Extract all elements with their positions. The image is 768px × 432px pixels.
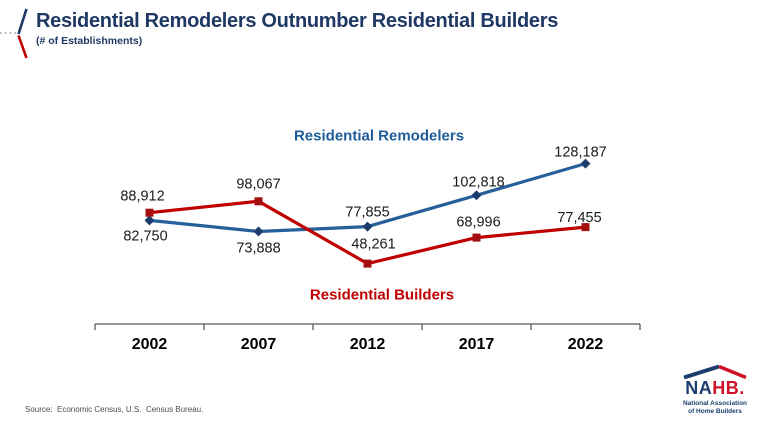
data-label: 102,818 (452, 174, 505, 191)
data-label: 82,750 (123, 228, 168, 245)
data-point-marker (364, 260, 372, 268)
data-label: 73,888 (236, 240, 281, 257)
data-point-marker (145, 215, 155, 225)
series-label-builders: Residential Builders (309, 286, 455, 304)
data-label: 98,067 (236, 176, 281, 193)
nahb-tagline-line1: National Association (682, 399, 748, 407)
data-point-marker (255, 197, 263, 205)
data-label: 88,912 (120, 188, 165, 205)
nahb-logo (680, 364, 750, 416)
slide-subtitle: (# of Establishments) (36, 35, 143, 47)
data-label: 77,455 (557, 210, 602, 227)
nahb-roof-icon (682, 364, 748, 379)
data-point-marker (473, 234, 481, 242)
x-axis-label: 2017 (458, 336, 495, 353)
x-axis-label: 2022 (567, 336, 604, 353)
data-point-marker (472, 190, 482, 200)
data-label: 128,187 (554, 144, 607, 161)
series-line-0 (150, 164, 586, 232)
source-note: Source: Economic Census, U.S. Census Bureau. (25, 405, 204, 414)
x-axis-label: 2002 (131, 336, 168, 353)
nahb-tagline-line2: of Home Builders (688, 407, 742, 415)
logo-text-na: NA (685, 378, 713, 398)
logo-period: . (739, 378, 745, 398)
data-label: 77,855 (345, 204, 390, 221)
data-point-marker (254, 227, 264, 237)
series-label-remodelers: Residential Remodelers (293, 127, 465, 145)
x-axis-label: 2007 (240, 336, 277, 353)
slide-title: Residential Remodelers Outnumber Residential Builders (36, 10, 559, 32)
x-axis-label: 2012 (349, 336, 386, 353)
data-point-marker (363, 222, 373, 232)
data-label: 68,996 (456, 214, 501, 231)
nahb-tagline (680, 400, 750, 416)
nahb-wordmark (680, 379, 750, 397)
data-label: 48,261 (351, 236, 396, 253)
logo-text-hb: HB (712, 378, 740, 398)
data-point-marker (146, 209, 154, 217)
